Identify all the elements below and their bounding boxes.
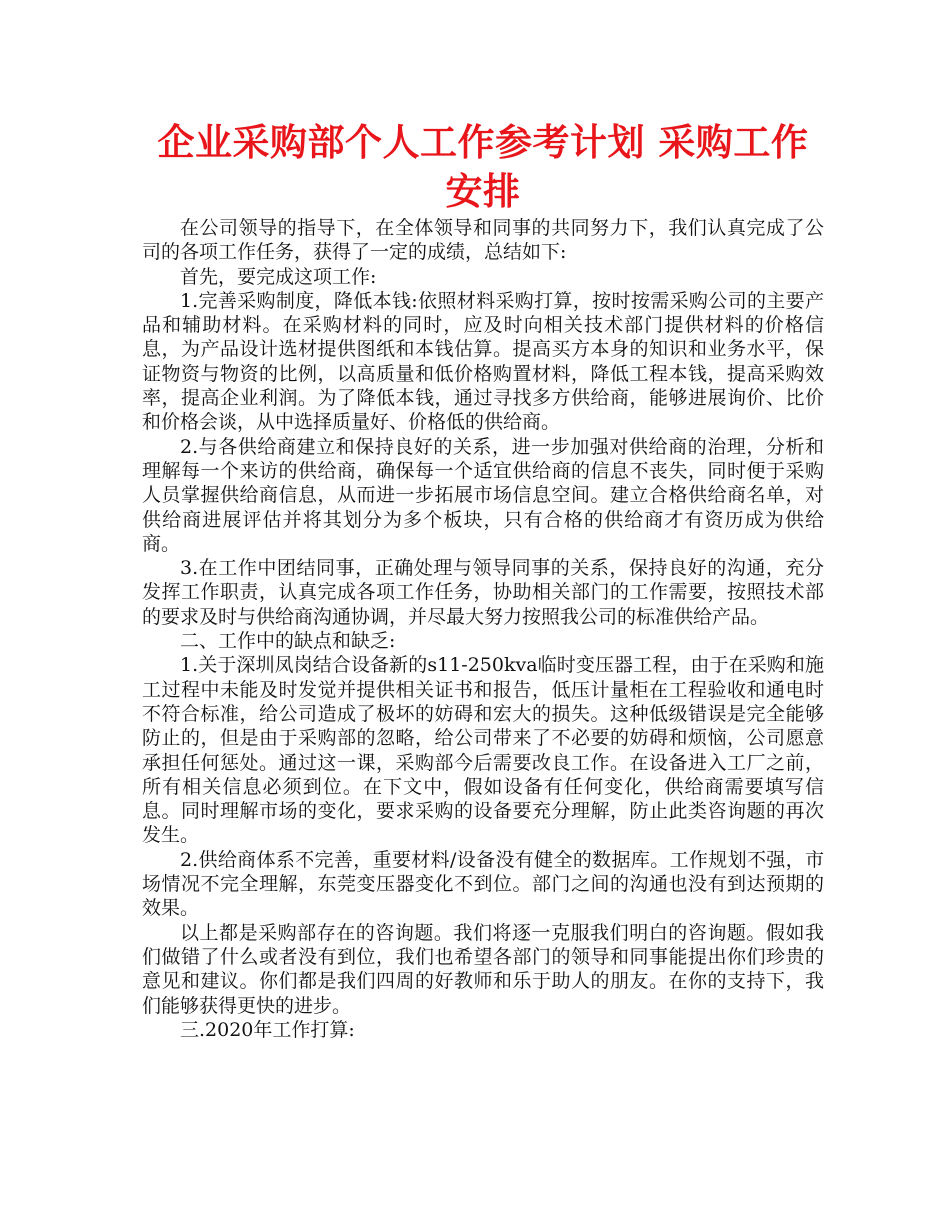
document-page xyxy=(142,118,824,1042)
paragraph-shortcoming-1: 1.关于深圳凤岗结合设备新的s11-250kva临时变压器工程，由于在采购和施工过程中未能及时发觉并提供相关证书和报告，低压计量柜在工程验收和通电时不符合标准，给公司造成了极坏的妨碍和宏大的损失。这种低级错误是完全能够防止的，但是由于采购部的忽略，给公司带来了不必要的妨碍和烦恼，公司愿意承担任何惩处。通过这一课，采购部今后需要改良工作。在设备进入工厂之前，所有相关信息必须到位。在下文中，假如设备有任何变化，供给商需要填写信息。同时理解市场的变化，要求采购的设备要充分理解，防止此类咨询题的再次发生。 xyxy=(142,654,824,847)
paragraph-intro: 在公司领导的指导下，在全体领导和同事的共同努力下，我们认真完成了公司的各项工作任务，获得了一定的成绩，总结如下: xyxy=(142,217,824,264)
paragraph-section-2-heading: 二、工作中的缺点和缺乏: xyxy=(180,630,396,653)
paragraph-shortcoming-2: 2.供给商体系不完善，重要材料/设备没有健全的数据库。工作规划不强，市场情况不完全理解，东莞变压器变化不到位。部门之间的沟通也没有到达预期的效果。 xyxy=(142,848,824,920)
paragraph-first-heading: 首先，要完成这项工作: xyxy=(180,265,377,288)
document-body xyxy=(142,216,824,1042)
document-title: 企业采购部个人工作参考计划 采购工作安排 xyxy=(157,121,809,213)
paragraph-section-3-heading: 三.2020年工作打算: xyxy=(180,1018,355,1041)
paragraph-item-1: 1.完善采购制度，降低本钱:依照材料采购打算，按时按需采购公司的主要产品和辅助材料。在采购材料的同时，应及时向相关技术部门提供材料的价格信息，为产品设计选材提供图纸和本钱估算。提高买方本身的知识和业务水平，保证物资与物资的比例，以高质量和低价格购置材料，降低工程本钱，提高采购效率，提高企业利润。为了降低本钱，通过寻找多方供给商，能够进展询价、比价和价格会谈，从中选择质量好、价格低的供给商。 xyxy=(142,289,824,434)
paragraph-item-2: 2.与各供给商建立和保持良好的关系，进一步加强对供给商的治理，分析和理解每一个来访的供给商，确保每一个适宜供给商的信息不丧失，同时便于采购人员掌握供给商信息，从而进一步拓展市场信息空间。建立合格供给商名单，对供给商进展评估并将其划分为多个板块，只有合格的供给商才有资历成为供给商。 xyxy=(142,435,824,555)
paragraph-item-3: 3.在工作中团结同事，正确处理与领导同事的关系，保持良好的沟通，充分发挥工作职责，认真完成各项工作任务，协助相关部门的工作需要，按照技术部的要求及时与供给商沟通协调，并尽最大努力按照我公司的标准供给产品。 xyxy=(142,557,824,628)
paragraph-summary: 以上都是采购部存在的咨询题。我们将逐一克服我们明白的咨询题。假如我们做错了什么或者没有到位，我们也希望各部门的领导和同事能提出你们珍贵的意见和建议。你们都是我们四周的好教师和乐于助人的朋友。在你的支持下，我们能够获得更快的进步。 xyxy=(142,921,824,1017)
